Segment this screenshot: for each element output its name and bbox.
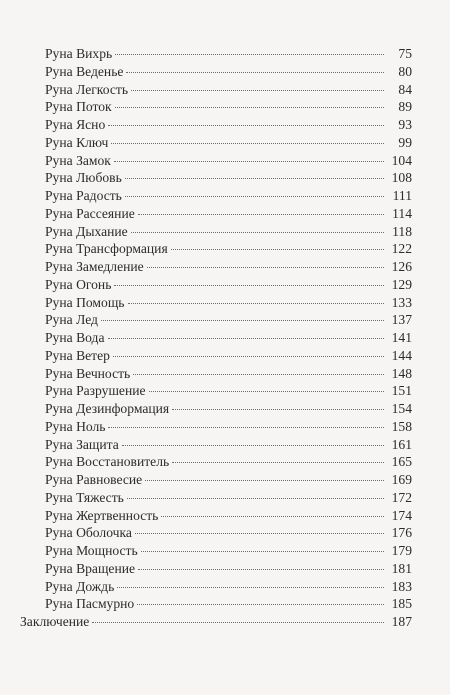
dot-leader [108, 125, 384, 126]
toc-entry-title: Руна Вихрь [45, 46, 113, 61]
toc-entry [20, 99, 412, 117]
toc-entry-title: Руна Восстановитель [45, 454, 170, 470]
dot-leader [137, 604, 384, 605]
toc-entry-title: Руна Трансформация [45, 241, 168, 257]
toc-entry-page: 165 [391, 454, 412, 470]
toc-entry [20, 64, 412, 82]
dot-leader [126, 72, 384, 73]
toc-entry-page: 144 [391, 347, 412, 363]
toc-entry-page: 148 [391, 365, 412, 381]
toc-entry-title: Руна Поток [45, 99, 112, 115]
toc-entry [20, 206, 412, 224]
toc-entry [20, 508, 412, 526]
toc-entry [20, 312, 412, 330]
toc-entry-title: Руна Ноль [45, 418, 106, 434]
dot-leader [147, 267, 384, 268]
toc-entry [20, 170, 412, 188]
dot-leader [133, 374, 384, 375]
toc-entry [20, 153, 412, 171]
dot-leader [161, 516, 384, 517]
toc-entry-page: 181 [391, 560, 412, 576]
toc-final-entry [20, 614, 412, 632]
dot-leader [131, 232, 384, 233]
dot-leader [111, 143, 384, 144]
toc-entry-title: Руна Ветер [45, 347, 110, 363]
toc-entry-page: 104 [391, 152, 412, 168]
toc-entry-page: 114 [392, 205, 412, 221]
dot-leader [125, 196, 384, 197]
toc-entry [20, 277, 412, 295]
toc-entry-title: Руна Помощь [45, 294, 125, 310]
toc-entry [20, 525, 412, 543]
toc-entry-title: Руна Рассеяние [45, 205, 135, 221]
toc-entry-page: 158 [391, 418, 412, 434]
toc-entry-title: Руна Вечность [45, 365, 131, 381]
toc-entry-title: Руна Дождь [45, 578, 115, 594]
toc-entry [20, 472, 412, 490]
dot-leader [108, 427, 384, 428]
toc-entry-title: Руна Лед [45, 312, 98, 328]
toc-entry [20, 82, 412, 100]
toc-entry-title: Руна Ключ [45, 134, 109, 150]
toc-entry-page: 129 [391, 276, 412, 292]
dot-leader [141, 551, 384, 552]
toc-entry [20, 135, 412, 153]
toc-entry [20, 437, 412, 455]
toc-entry-page: 141 [391, 330, 412, 345]
toc-entry-title: Руна Легкость [45, 81, 129, 97]
toc-entry-page: 133 [391, 294, 412, 310]
toc-entry-page: 151 [391, 383, 412, 399]
toc-entry-page: 185 [391, 596, 412, 612]
toc-entry-title: Руна Ясно [45, 117, 106, 132]
toc-entry-title: Руна Замедление [45, 259, 144, 274]
toc-entry-title: Руна Радость [45, 188, 122, 203]
toc-entry [20, 224, 412, 242]
dot-leader [114, 161, 384, 162]
toc-entry-title: Руна Жертвенность [45, 507, 159, 523]
dot-leader [113, 356, 384, 357]
toc-entry [20, 561, 412, 579]
toc-entry [20, 188, 412, 206]
toc-entry-page: 137 [391, 312, 412, 328]
toc-entry-title: Руна Любовь [45, 170, 122, 186]
toc-entry-title: Руна Разрушение [45, 383, 146, 399]
toc-entry-page: 187 [391, 614, 412, 629]
toc-entry [20, 579, 412, 597]
toc-entry-page: 122 [391, 241, 412, 257]
toc-entry-title: Руна Защита [45, 436, 119, 452]
toc-entry [20, 596, 412, 614]
toc-entry-page: 111 [392, 188, 412, 203]
dot-leader [115, 107, 384, 108]
dot-leader [115, 54, 384, 55]
toc-entry-page: 84 [398, 81, 412, 97]
dot-leader [101, 320, 384, 321]
toc-entry-title: Руна Дезинформация [45, 401, 170, 416]
toc-entry-page: 99 [398, 134, 412, 150]
toc-entry-title: Руна Дыхание [45, 223, 128, 239]
dot-leader [108, 338, 385, 339]
toc-entry [20, 117, 412, 135]
toc-entry [20, 46, 412, 64]
toc-entry-page: 169 [391, 472, 412, 487]
toc-entry-title: Руна Вода [45, 330, 105, 345]
toc-entry-page: 183 [391, 578, 412, 594]
dot-leader [122, 445, 384, 446]
toc-entry-page: 172 [391, 489, 412, 505]
toc-entry-title: Заключение [20, 614, 90, 629]
toc-entry [20, 348, 412, 366]
toc-entry-title: Руна Замок [45, 152, 111, 168]
toc-entry [20, 543, 412, 561]
toc-entry-page: 118 [392, 223, 412, 239]
toc-entry [20, 454, 412, 472]
toc-entry [20, 241, 412, 259]
toc-entry-title: Руна Мощность [45, 543, 138, 558]
toc-entry-title: Руна Вращение [45, 560, 136, 576]
toc-entry-page: 126 [391, 259, 412, 274]
toc-entry-title: Руна Веденье [45, 63, 124, 79]
toc-entry [20, 419, 412, 437]
toc-entry-page: 89 [398, 99, 412, 115]
dot-leader [138, 569, 384, 570]
dot-leader [128, 303, 385, 304]
toc-entry-page: 75 [398, 46, 412, 61]
toc-entry [20, 366, 412, 384]
dot-leader [92, 622, 384, 623]
toc-entry [20, 330, 412, 348]
dot-leader [131, 90, 384, 91]
dot-leader [125, 178, 384, 179]
toc-entry-title: Руна Пасмурно [45, 596, 135, 612]
toc-entry-title: Руна Тяжесть [45, 489, 124, 505]
toc-entry-page: 154 [391, 401, 412, 416]
dot-leader [149, 391, 384, 392]
dot-leader [138, 214, 384, 215]
dot-leader [172, 409, 384, 410]
toc-entry-page: 108 [391, 170, 412, 186]
toc-entry-title: Руна Равновесие [45, 472, 143, 487]
toc-entry [20, 383, 412, 401]
toc-entry-title: Руна Оболочка [45, 525, 132, 541]
toc-entry-page: 80 [398, 63, 412, 79]
toc-entry [20, 295, 412, 313]
toc-entry [20, 490, 412, 508]
dot-leader [127, 498, 384, 499]
dot-leader [145, 480, 384, 481]
toc-entry-page: 176 [391, 525, 412, 541]
toc-entry-title: Руна Огонь [45, 276, 112, 292]
toc-entry-page: 179 [391, 543, 412, 558]
toc-entry [20, 259, 412, 277]
toc-entry-page: 174 [391, 507, 412, 523]
dot-leader [171, 249, 384, 250]
toc-entry [20, 401, 412, 419]
toc-entry-page: 93 [398, 117, 412, 132]
dot-leader [172, 462, 384, 463]
table-of-contents [20, 46, 412, 632]
dot-leader [135, 533, 384, 534]
dot-leader [117, 587, 384, 588]
dot-leader [114, 285, 384, 286]
toc-entry-page: 161 [391, 436, 412, 452]
